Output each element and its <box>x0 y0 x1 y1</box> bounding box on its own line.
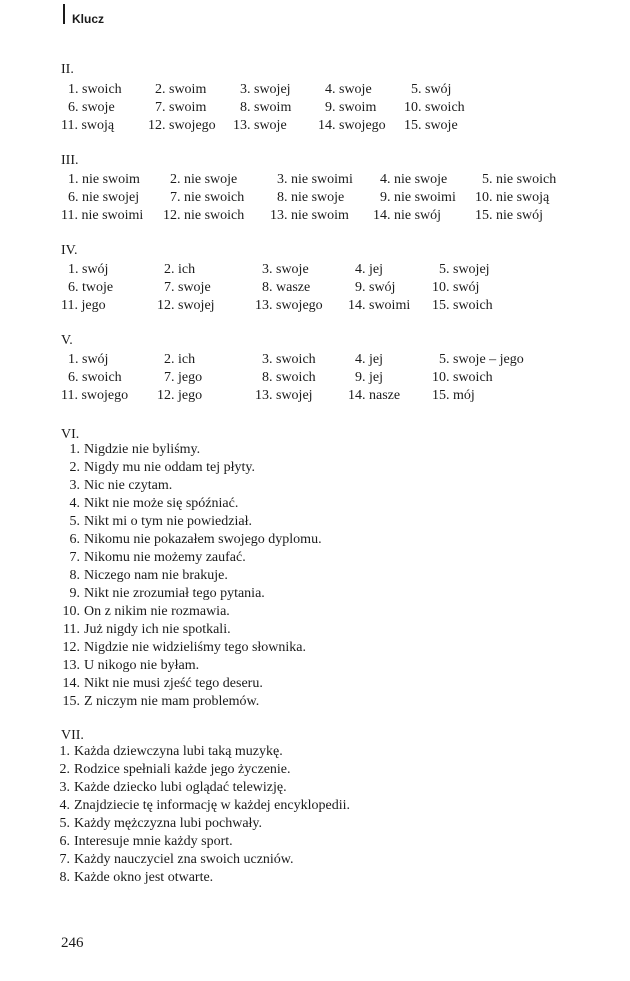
answer-cell: 8. swoim <box>240 100 292 115</box>
item-number: 2. <box>59 762 70 777</box>
item-number: 6. <box>59 834 70 849</box>
answer-cell: 7. nie swoich <box>170 190 245 205</box>
answer-cell: 3. swojej <box>240 82 291 97</box>
list-item <box>0 869 630 887</box>
item-text: Każde okno jest otwarte. <box>74 870 214 885</box>
list-item <box>0 693 630 711</box>
item-text: Nikt mi o tym nie powiedział. <box>84 514 252 529</box>
item-text: Nigdzie nie widzieliśmy tego słownika. <box>84 640 307 655</box>
answer-cell: 10. swoich <box>404 100 465 115</box>
list-item <box>0 797 630 815</box>
item-text: Nic nie czytam. <box>84 478 173 493</box>
item-number: 5. <box>59 816 70 831</box>
answer-cell: 12. nie swoich <box>163 208 245 223</box>
section-vii-list <box>0 743 630 887</box>
section-title: IV. <box>61 243 78 258</box>
page-number: 246 <box>61 935 84 951</box>
item-text: Każdy nauczyciel zna swoich uczniów. <box>74 852 294 867</box>
answer-cell: 4. jej <box>355 262 383 277</box>
item-number: 3. <box>69 478 80 493</box>
list-item <box>0 815 630 833</box>
answer-cell: 15. swoje <box>404 118 458 133</box>
answer-cell: 1. nie swoim <box>68 172 140 187</box>
answer-cell: 14. nie swój <box>373 208 442 223</box>
answer-row <box>0 171 630 189</box>
answer-row <box>0 387 630 405</box>
list-item <box>0 761 630 779</box>
answer-row <box>0 117 630 135</box>
item-text: Nikt nie może się spóźniać. <box>84 496 239 511</box>
list-item <box>0 743 630 761</box>
list-item <box>0 585 630 603</box>
answer-cell: 14. swojego <box>318 118 386 133</box>
item-text: Niczego nam nie brakuje. <box>84 568 228 583</box>
list-item <box>0 513 630 531</box>
answer-cell: 5. swój <box>411 82 452 97</box>
list-item <box>0 459 630 477</box>
list-item <box>0 779 630 797</box>
item-text: Nigdy mu nie oddam tej płyty. <box>84 460 255 475</box>
answer-row <box>0 261 630 279</box>
item-number: 11. <box>63 622 80 637</box>
answer-row <box>0 351 630 369</box>
item-number: 7. <box>69 550 80 565</box>
answer-cell: 4. jej <box>355 352 383 367</box>
answer-row <box>0 279 630 297</box>
list-item <box>0 567 630 585</box>
answer-cell: 2. swoim <box>155 82 207 97</box>
answer-cell: 10. nie swoją <box>475 190 550 205</box>
item-number: 15. <box>62 694 80 709</box>
answer-cell: 15. nie swój <box>475 208 544 223</box>
answer-cell: 6. swoich <box>68 370 122 385</box>
list-item <box>0 657 630 675</box>
item-number: 6. <box>69 532 80 547</box>
answer-row <box>0 99 630 117</box>
section-title: III. <box>61 153 79 168</box>
answer-cell: 2. ich <box>164 262 196 277</box>
header-rule <box>63 4 65 24</box>
section-title: V. <box>61 333 73 348</box>
answer-cell: 9. swoim <box>325 100 377 115</box>
answer-cell: 12. swojej <box>157 298 215 313</box>
answer-row <box>0 189 630 207</box>
answer-cell: 13. nie swoim <box>270 208 349 223</box>
section-vi-list <box>0 441 630 711</box>
list-item <box>0 851 630 869</box>
answer-cell: 14. swoimi <box>348 298 411 313</box>
item-number: 1. <box>69 442 80 457</box>
item-number: 10. <box>62 604 80 619</box>
answer-cell: 8. swoich <box>262 370 316 385</box>
item-number: 4. <box>69 496 80 511</box>
item-text: Interesuje mnie każdy sport. <box>74 834 233 849</box>
item-text: Nigdzie nie byliśmy. <box>84 442 201 457</box>
answer-cell: 15. mój <box>432 388 475 403</box>
answer-cell: 2. ich <box>164 352 196 367</box>
section-title: II. <box>61 62 74 77</box>
answer-cell: 11. swoją <box>61 118 115 133</box>
item-text: Nikomu nie możemy zaufać. <box>84 550 246 565</box>
answer-cell: 1. swoich <box>68 82 122 97</box>
item-text: Każde dziecko lubi oglądać telewizję. <box>74 780 287 795</box>
list-item <box>0 549 630 567</box>
answer-cell: 4. nie swoje <box>380 172 448 187</box>
header-title: Klucz <box>72 12 105 26</box>
answer-cell: 11. swojego <box>61 388 129 403</box>
item-number: 12. <box>62 640 80 655</box>
item-text: Każda dziewczyna lubi taką muzykę. <box>74 744 283 759</box>
answer-cell: 3. swoje <box>262 262 309 277</box>
item-text: Nikt nie musi zjeść tego deseru. <box>84 676 263 691</box>
item-number: 8. <box>59 870 70 885</box>
answer-cell: 6. swoje <box>68 100 115 115</box>
list-item <box>0 621 630 639</box>
answer-cell: 5. swojej <box>439 262 490 277</box>
answer-cell: 7. swoje <box>164 280 211 295</box>
item-number: 9. <box>69 586 80 601</box>
item-text: Nikt nie zrozumiał tego pytania. <box>84 586 265 601</box>
answer-row <box>0 297 630 315</box>
answer-cell: 5. swoje – jego <box>439 352 524 367</box>
answer-cell: 8. wasze <box>262 280 311 295</box>
answer-cell: 15. swoich <box>432 298 493 313</box>
answer-cell: 1. swój <box>68 262 109 277</box>
item-number: 13. <box>62 658 80 673</box>
item-text: Z niczym nie mam problemów. <box>84 694 260 709</box>
item-number: 8. <box>69 568 80 583</box>
answer-cell: 2. nie swoje <box>170 172 238 187</box>
section-vii-title: VII. <box>61 728 84 743</box>
answer-cell: 8. nie swoje <box>277 190 345 205</box>
list-item <box>0 495 630 513</box>
item-text: Znajdziecie tę informację w każdej encyklopedii. <box>74 798 350 813</box>
item-number: 2. <box>69 460 80 475</box>
item-text: On z nikim nie rozmawia. <box>84 604 230 619</box>
answer-cell: 5. nie swoich <box>482 172 557 187</box>
item-text: Nikomu nie pokazałem swojego dyplomu. <box>84 532 322 547</box>
answer-cell: 13. swojej <box>255 388 313 403</box>
answer-cell: 3. swoich <box>262 352 316 367</box>
answer-cell: 10. swoich <box>432 370 493 385</box>
list-item <box>0 675 630 693</box>
item-number: 5. <box>69 514 80 529</box>
list-item <box>0 603 630 621</box>
item-text: Już nigdy ich nie spotkali. <box>84 622 231 637</box>
answer-cell: 3. nie swoimi <box>277 172 353 187</box>
answer-cell: 6. nie swojej <box>68 190 140 205</box>
list-item <box>0 833 630 851</box>
answer-cell: 9. jej <box>355 370 383 385</box>
item-number: 1. <box>59 744 70 759</box>
answer-cell: 9. nie swoimi <box>380 190 456 205</box>
list-item <box>0 531 630 549</box>
item-number: 7. <box>59 852 70 867</box>
section-vi-title: VI. <box>61 427 80 442</box>
answer-row <box>0 207 630 225</box>
answer-cell: 11. nie swoimi <box>61 208 144 223</box>
answer-row <box>0 81 630 99</box>
answer-cell: 1. swój <box>68 352 109 367</box>
answer-cell: 11. jego <box>61 298 106 313</box>
item-text: U nikogo nie byłam. <box>84 658 200 673</box>
answer-cell: 6. twoje <box>68 280 114 295</box>
answer-cell: 7. swoim <box>155 100 207 115</box>
item-number: 4. <box>59 798 70 813</box>
answer-cell: 13. swoje <box>233 118 287 133</box>
answer-cell: 4. swoje <box>325 82 372 97</box>
answer-cell: 14. nasze <box>348 388 401 403</box>
item-number: 14. <box>62 676 80 691</box>
answer-cell: 12. swojego <box>148 118 216 133</box>
list-item <box>0 639 630 657</box>
answer-cell: 13. swojego <box>255 298 323 313</box>
answer-cell: 12. jego <box>157 388 203 403</box>
list-item <box>0 477 630 495</box>
item-text: Rodzice spełniali każde jego życzenie. <box>74 762 291 777</box>
answer-cell: 9. swój <box>355 280 396 295</box>
item-text: Każdy mężczyzna lubi pochwały. <box>74 816 263 831</box>
answer-cell: 7. jego <box>164 370 203 385</box>
list-item <box>0 441 630 459</box>
answer-cell: 10. swój <box>432 280 480 295</box>
answer-row <box>0 369 630 387</box>
item-number: 3. <box>59 780 70 795</box>
